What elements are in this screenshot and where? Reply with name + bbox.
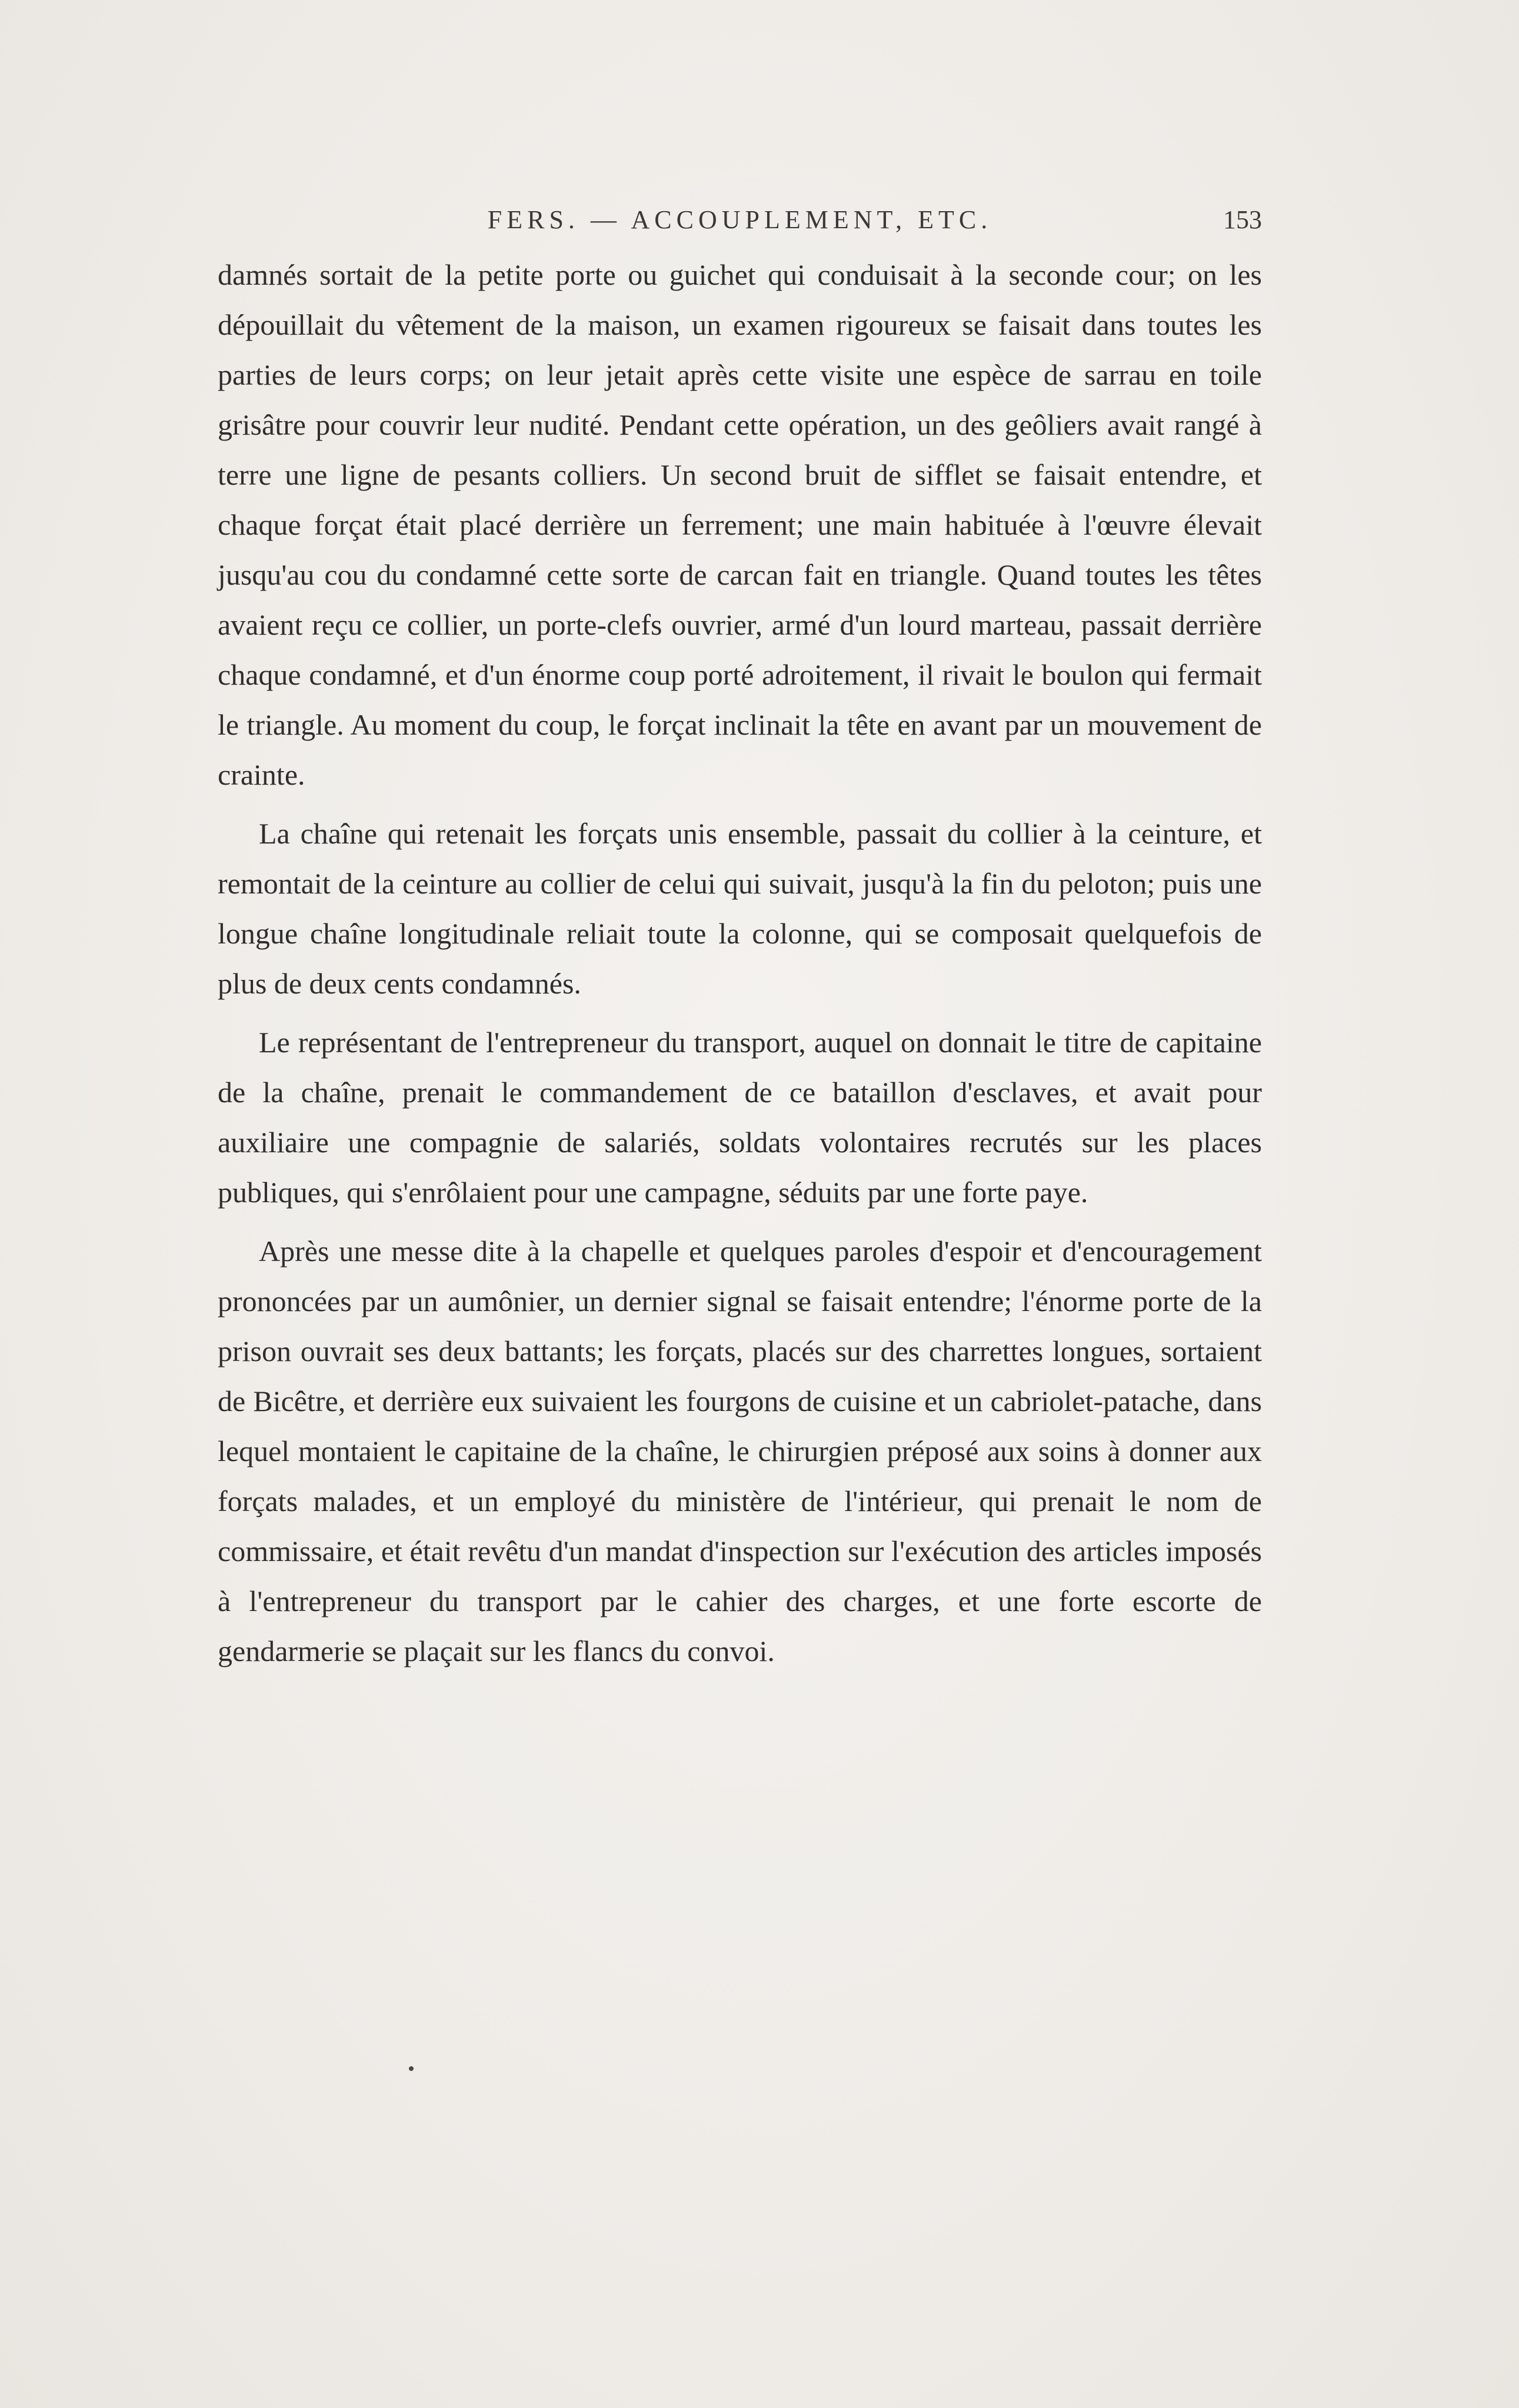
paragraph: Après une messe dite à la chapelle et quelques paroles d'espoir et d'encouragement prononcées par un aumônier, un dernier signal se faisait entendre; l'énorme porte de la prison ouvrait ses deux battants; les forçats, placés sur des charrettes longues, sortaient de Bicêtre, et derrière eux suivaient les fourgons de cuisine et un cabriolet-patache, dans lequel montaient le capitaine de la chaîne, le chirurgien préposé aux soins à donner aux forçats malades, et un employé du ministère de l'intérieur, qui prenait le nom de commissaire, et était revêtu d'un mandat d'inspection sur l'exécution des articles imposés à l'entrepreneur du transport par le cahier des charges, et une forte escorte de gendarmerie se plaçait sur les flancs du convoi. [218, 1235, 1262, 1667]
paragraph: La chaîne qui retenait les forçats unis ensemble, passait du collier à la ceinture, et remontait de la ceinture au collier de celui qui suivait, jusqu'à la fin du peloton; puis une longue chaîne longitudinale reliait toute la colonne, qui se composait quelquefois de plus de deux cents condamnés. [218, 817, 1262, 1000]
paragraph: damnés sortait de la petite porte ou guichet qui conduisait à la seconde cour; on les dépouillait du vêtement de la maison, un examen rigoureux se faisait dans toutes les parties de leurs corps; on leur jetait après cette visite une espèce de sarrau en toile grisâtre pour couvrir leur nudité. Pendant cette opération, un des geôliers avait rangé à terre une ligne de pesants colliers. Un second bruit de sifflet se faisait entendre, et chaque forçat était placé derrière un ferrement; une main habituée à l'œuvre élevait jusqu'au cou du condamné cette sorte de carcan fait en triangle. Quand toutes les têtes avaient reçu ce collier, un porte-clefs ouvrier, armé d'un lourd marteau, passait derrière chaque condamné, et d'un énorme coup porté adroitement, il rivait le boulon qui fermait le triangle. Au moment du coup, le forçat inclinait la tête en avant par un mouvement de crainte. [218, 258, 1262, 791]
ink-speck [409, 2066, 414, 2071]
body-text [218, 250, 1262, 1685]
running-head [218, 200, 1262, 241]
running-title: FERS. — ACCOUPLEMENT, ETC. [487, 205, 992, 234]
paragraph: Le représentant de l'entrepreneur du transport, auquel on donnait le titre de capitaine de la chaîne, prenait le commandement de ce bataillon d'esclaves, et avait pour auxiliaire une compagnie de salariés, soldats volontaires recrutés sur les places publiques, qui s'enrôlaient pour une campagne, séduits par une forte paye. [218, 1026, 1262, 1209]
page-number: 153 [1223, 205, 1262, 234]
